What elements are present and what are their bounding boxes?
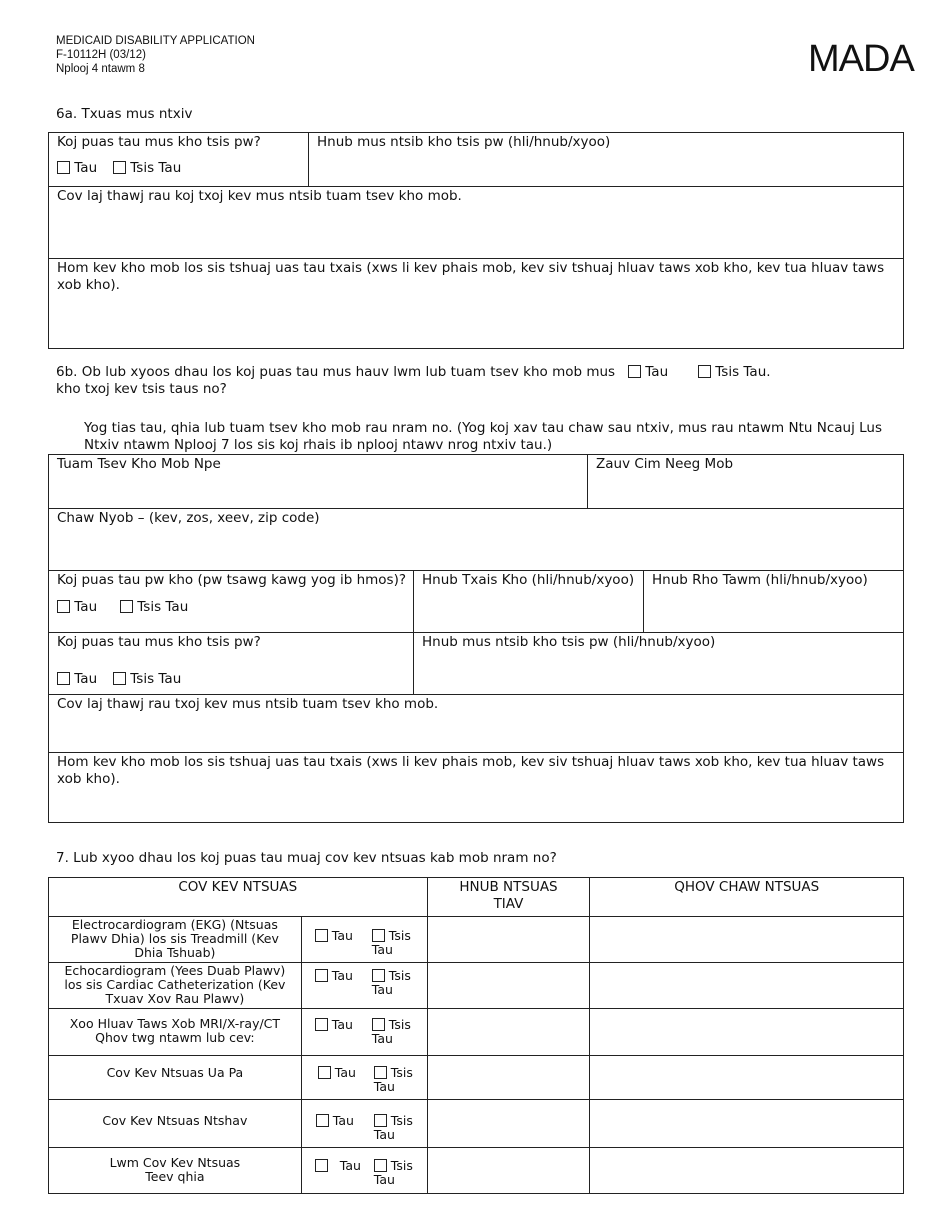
table-row	[49, 1056, 904, 1100]
section-7-question: 7. Lub xyoo dhau los koj puas tau muaj cov kev ntsuas kab mob nram no?	[56, 850, 557, 866]
test-where-cell[interactable]	[590, 1056, 904, 1100]
6b-hospital-name-label: Tuam Tsev Kho Mob Npe	[57, 456, 221, 472]
test-yes[interactable]: Tau	[315, 1159, 361, 1173]
test-where-cell[interactable]	[590, 963, 904, 1009]
test-name: Echocardiogram (Yees Duab Plawv) los sis Cardiac Catheterization (Kev Txuav Xov Rau Plawv)	[64, 963, 286, 1006]
test-date-cell[interactable]	[427, 917, 590, 963]
col-where-header: QHOV CHAW NTSUAS	[674, 879, 820, 895]
test-no-checkbox[interactable]	[374, 1114, 387, 1127]
table-row	[49, 963, 904, 1009]
test-no[interactable]: Tsis Tau	[373, 1065, 413, 1094]
test-where-cell[interactable]	[590, 917, 904, 963]
test-yes[interactable]: Tau	[318, 1066, 356, 1080]
form-title: MEDICAID DISABILITY APPLICATION	[56, 35, 255, 47]
table-row	[49, 1009, 904, 1056]
col-test-header: COV KEV NTSUAS	[178, 879, 298, 895]
6a-outpatient-question: Koj puas tau mus kho tsis pw?	[57, 134, 261, 150]
6b-outpatient-question: Koj puas tau mus kho tsis pw?	[57, 634, 261, 650]
test-yes-checkbox[interactable]	[315, 969, 328, 982]
test-no[interactable]: Tsis Tau	[371, 928, 411, 957]
test-date-cell[interactable]	[427, 1100, 590, 1148]
6b-outpatient-date-label: Hnub mus ntsib kho tsis pw (hli/hnub/xyoo)	[422, 634, 716, 650]
test-date-cell[interactable]	[427, 963, 590, 1009]
test-yes-checkbox[interactable]	[316, 1114, 329, 1127]
6b-reason-label: Cov laj thawj rau txoj kev mus ntsib tuam tsev kho mob.	[57, 696, 439, 712]
tests-table-header	[49, 878, 904, 917]
test-date-cell[interactable]	[427, 1009, 590, 1056]
test-no[interactable]: Tsis Tau	[371, 1017, 411, 1046]
form-code: MADA	[808, 38, 914, 80]
6a-last-date-label: Hnub mus ntsib kho tsis pw (hli/hnub/xyoo)	[317, 134, 611, 150]
test-name: Xoo Hluav Taws Xob MRI/X-ray/CT Qhov twg ntawm lub cev:	[69, 1016, 281, 1045]
test-no[interactable]: Tsis Tau	[373, 1158, 413, 1187]
6a-treatment-label: Hom kev kho mob los sis tshuaj uas tau txais (xws li kev phais mob, kev siv tshuaj hluav taws xob kho, kev tua hluav taws xob kho).	[57, 260, 885, 293]
test-yes[interactable]: Tau	[315, 1018, 353, 1032]
test-yes-checkbox[interactable]	[315, 929, 328, 942]
6b-instruction: Yog tias tau, qhia lub tuam tsev kho mob rau nram no. (Yog koj xav tau chaw sau ntxiv, mus rau ntawm Ntu Ncauj Lus Ntxiv ntawm Nplooj 7 los sis koj rhais ib nplooj ntawv nrog ntxiv tau.)	[84, 420, 882, 453]
test-where-cell[interactable]	[590, 1100, 904, 1148]
test-no-checkbox[interactable]	[372, 969, 385, 982]
6b-no-checkbox[interactable]	[698, 365, 711, 378]
test-name: Cov Kev Ntsuas Ua Pa	[106, 1065, 244, 1080]
6b-outpatient-yes-checkbox[interactable]	[57, 672, 70, 685]
6b-no-option[interactable]: Tsis Tau.	[698, 364, 771, 380]
col-date-header: HNUB NTSUAS TIAV	[459, 879, 558, 912]
test-yes[interactable]: Tau	[316, 1114, 354, 1128]
6b-overnight-no[interactable]: Tsis Tau	[120, 599, 188, 615]
test-no[interactable]: Tsis Tau	[371, 968, 411, 997]
test-yes-checkbox[interactable]	[318, 1066, 331, 1079]
test-yes[interactable]: Tau	[315, 929, 353, 943]
6a-reason-label: Cov laj thawj rau koj txoj kev mus ntsib tuam tsev kho mob.	[57, 188, 462, 204]
test-no-checkbox[interactable]	[374, 1159, 387, 1172]
6b-phone-label: Zauv Cim Neeg Mob	[596, 456, 734, 472]
test-yes-checkbox[interactable]	[315, 1159, 328, 1172]
test-no-checkbox[interactable]	[374, 1066, 387, 1079]
page-number: Nplooj 4 ntawm 8	[56, 63, 145, 75]
6b-outpatient-no[interactable]: Tsis Tau	[113, 671, 181, 687]
6a-yes-checkbox[interactable]	[57, 161, 70, 174]
test-name: Lwm Cov Kev Ntsuas Teev qhia	[109, 1155, 241, 1184]
test-no[interactable]: Tsis Tau	[373, 1113, 413, 1142]
test-name: Electrocardiogram (EKG) (Ntsuas Plawv Dhia) los sis Treadmill (Kev Dhia Tshuab)	[70, 917, 279, 960]
6b-date-out-label: Hnub Rho Tawm (hli/hnub/xyoo)	[652, 572, 868, 588]
6a-no-option[interactable]: Tsis Tau	[113, 160, 181, 176]
6b-question: 6b. Ob lub xyoos dhau los koj puas tau mus hauv lwm lub tuam tsev kho mob mus kho txoj kev tsis taus no?	[56, 364, 616, 397]
6b-outpatient-no-checkbox[interactable]	[113, 672, 126, 685]
6b-yes-option[interactable]: Tau	[628, 364, 668, 380]
6b-overnight-no-checkbox[interactable]	[120, 600, 133, 613]
form-number: F-10112H (03/12)	[56, 49, 146, 61]
6b-date-in-label: Hnub Txais Kho (hli/hnub/xyoo)	[422, 572, 635, 588]
test-date-cell[interactable]	[427, 1056, 590, 1100]
6a-no-checkbox[interactable]	[113, 161, 126, 174]
6b-overnight-question: Koj puas tau pw kho (pw tsawg kawg yog ib hmos)?	[57, 572, 407, 588]
test-no-checkbox[interactable]	[372, 1018, 385, 1031]
6a-yes-option[interactable]: Tau	[57, 160, 97, 176]
section-6a-heading: 6a. Txuas mus ntxiv	[56, 106, 193, 122]
test-yes[interactable]: Tau	[315, 969, 353, 983]
6b-overnight-yes[interactable]: Tau	[57, 599, 97, 615]
test-yes-checkbox[interactable]	[315, 1018, 328, 1031]
6b-yes-checkbox[interactable]	[628, 365, 641, 378]
test-where-cell[interactable]	[590, 1148, 904, 1194]
table-row	[49, 1148, 904, 1194]
tests-table	[48, 877, 904, 1194]
table-row	[49, 917, 904, 963]
6b-address-label: Chaw Nyob – (kev, zos, xeev, zip code)	[57, 510, 320, 526]
6b-treatment-label: Hom kev kho mob los sis tshuaj uas tau txais (xws li kev phais mob, kev siv tshuaj hluav taws xob kho, kev tua hluav taws xob kho).	[57, 754, 885, 787]
test-name: Cov Kev Ntsuas Ntshav	[102, 1113, 248, 1128]
test-where-cell[interactable]	[590, 1009, 904, 1056]
test-date-cell[interactable]	[427, 1148, 590, 1194]
6b-outpatient-yes[interactable]: Tau	[57, 671, 97, 687]
6b-overnight-yes-checkbox[interactable]	[57, 600, 70, 613]
table-row	[49, 1100, 904, 1148]
test-no-checkbox[interactable]	[372, 929, 385, 942]
